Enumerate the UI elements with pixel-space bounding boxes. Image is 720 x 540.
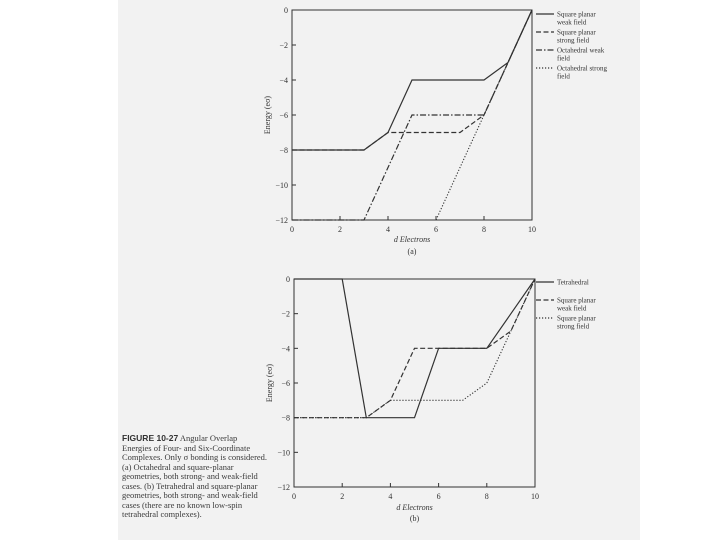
chart-b-ylabel: Energy (eσ) [265,363,274,403]
chart-a-ylabel: Energy (eσ) [263,95,272,135]
chart-b-ytick-label: −6 [281,379,290,388]
chart-a-xlabel: d Electrons [393,235,431,244]
chart-b-xtick-label: 2 [340,492,345,501]
chart-a-legend-label-4: field [557,72,570,81]
chart-b-ytick-label: −8 [281,413,290,423]
chart-a-ytick-label: −8 [279,146,288,155]
chart-a-xtick-label: 2 [338,225,342,234]
chart-a-series-3 [292,10,532,220]
figure-label: FIGURE 10-27 [122,433,179,443]
chart-b-xtick-label: 10 [531,492,539,501]
chart-a-legend-label-4: Octahedral strong [557,64,607,73]
chart-b-xtick-label: 8 [484,492,489,501]
chart-b-legend-label-3: Square planar [557,314,596,323]
chart-b-xtick-label: 4 [388,492,393,501]
chart-a-legend-label-3: Octahedral weak [557,46,605,55]
chart-b-panel-label: (b) [409,514,420,523]
chart-a-panel-label: (a) [407,247,417,256]
chart-a-xtick-label: 8 [482,225,486,234]
chart-b-series-2 [294,279,535,418]
chart-a-legend-label-3: field [557,54,570,63]
chart-a-xtick-label: 6 [434,225,438,234]
chart-a-series-1 [292,10,532,150]
chart-b-legend-label-3: strong field [557,322,590,331]
chart-b-legend-label-1: Tetrahedral [557,278,589,287]
chart-b-xtick-label: 0 [292,492,296,501]
chart-a-xtick-label: 10 [528,225,536,234]
chart-a-ytick-label: 0 [284,6,288,15]
chart-b-ytick-label: −2 [281,309,290,319]
chart-a-ytick-label: −12 [275,216,288,225]
chart-b-xtick-label: 6 [436,492,441,501]
chart-b-ytick-label: −12 [277,483,290,492]
chart-b-ytick-label: 0 [286,275,290,284]
chart-a-ytick-label: −2 [279,41,288,50]
chart-b-legend-label-2: Square planar [557,296,596,305]
chart-b-ytick-label: −10 [277,448,290,458]
chart-a-ytick-label: −4 [279,76,288,85]
chart-a-legend-label-2: Square planar [557,28,596,37]
chart-a-legend-label-1: Square planar [557,10,596,19]
chart-b-ytick-label: −4 [281,344,290,354]
chart-b-frame [294,279,535,487]
chart-a-xtick-label: 0 [290,225,294,234]
figure-caption-text: Angular Overlap Energies of Four- and Six-Coordinate Complexes. Only σ bonding is considered. (a) Octahedral and square-planar geometries, both strong- and weak-field cases. (b) Tetrahedral and square-planar geometries, both strong- and weak-field cases (there are no known low-spin tetrahedral complexes). [122,433,268,519]
chart-a-legend-label-2: strong field [557,36,590,45]
chart-b-xlabel: d Electrons [396,503,433,512]
chart-b-legend-label-2: weak field [557,304,587,313]
chart-a-ytick-label: −10 [275,181,288,190]
chart-a-xtick-label: 4 [386,225,390,234]
chart-a-legend-label-1: weak field [557,18,587,27]
figure-caption [122,434,268,520]
chart-a-ytick-label: −6 [279,111,288,120]
